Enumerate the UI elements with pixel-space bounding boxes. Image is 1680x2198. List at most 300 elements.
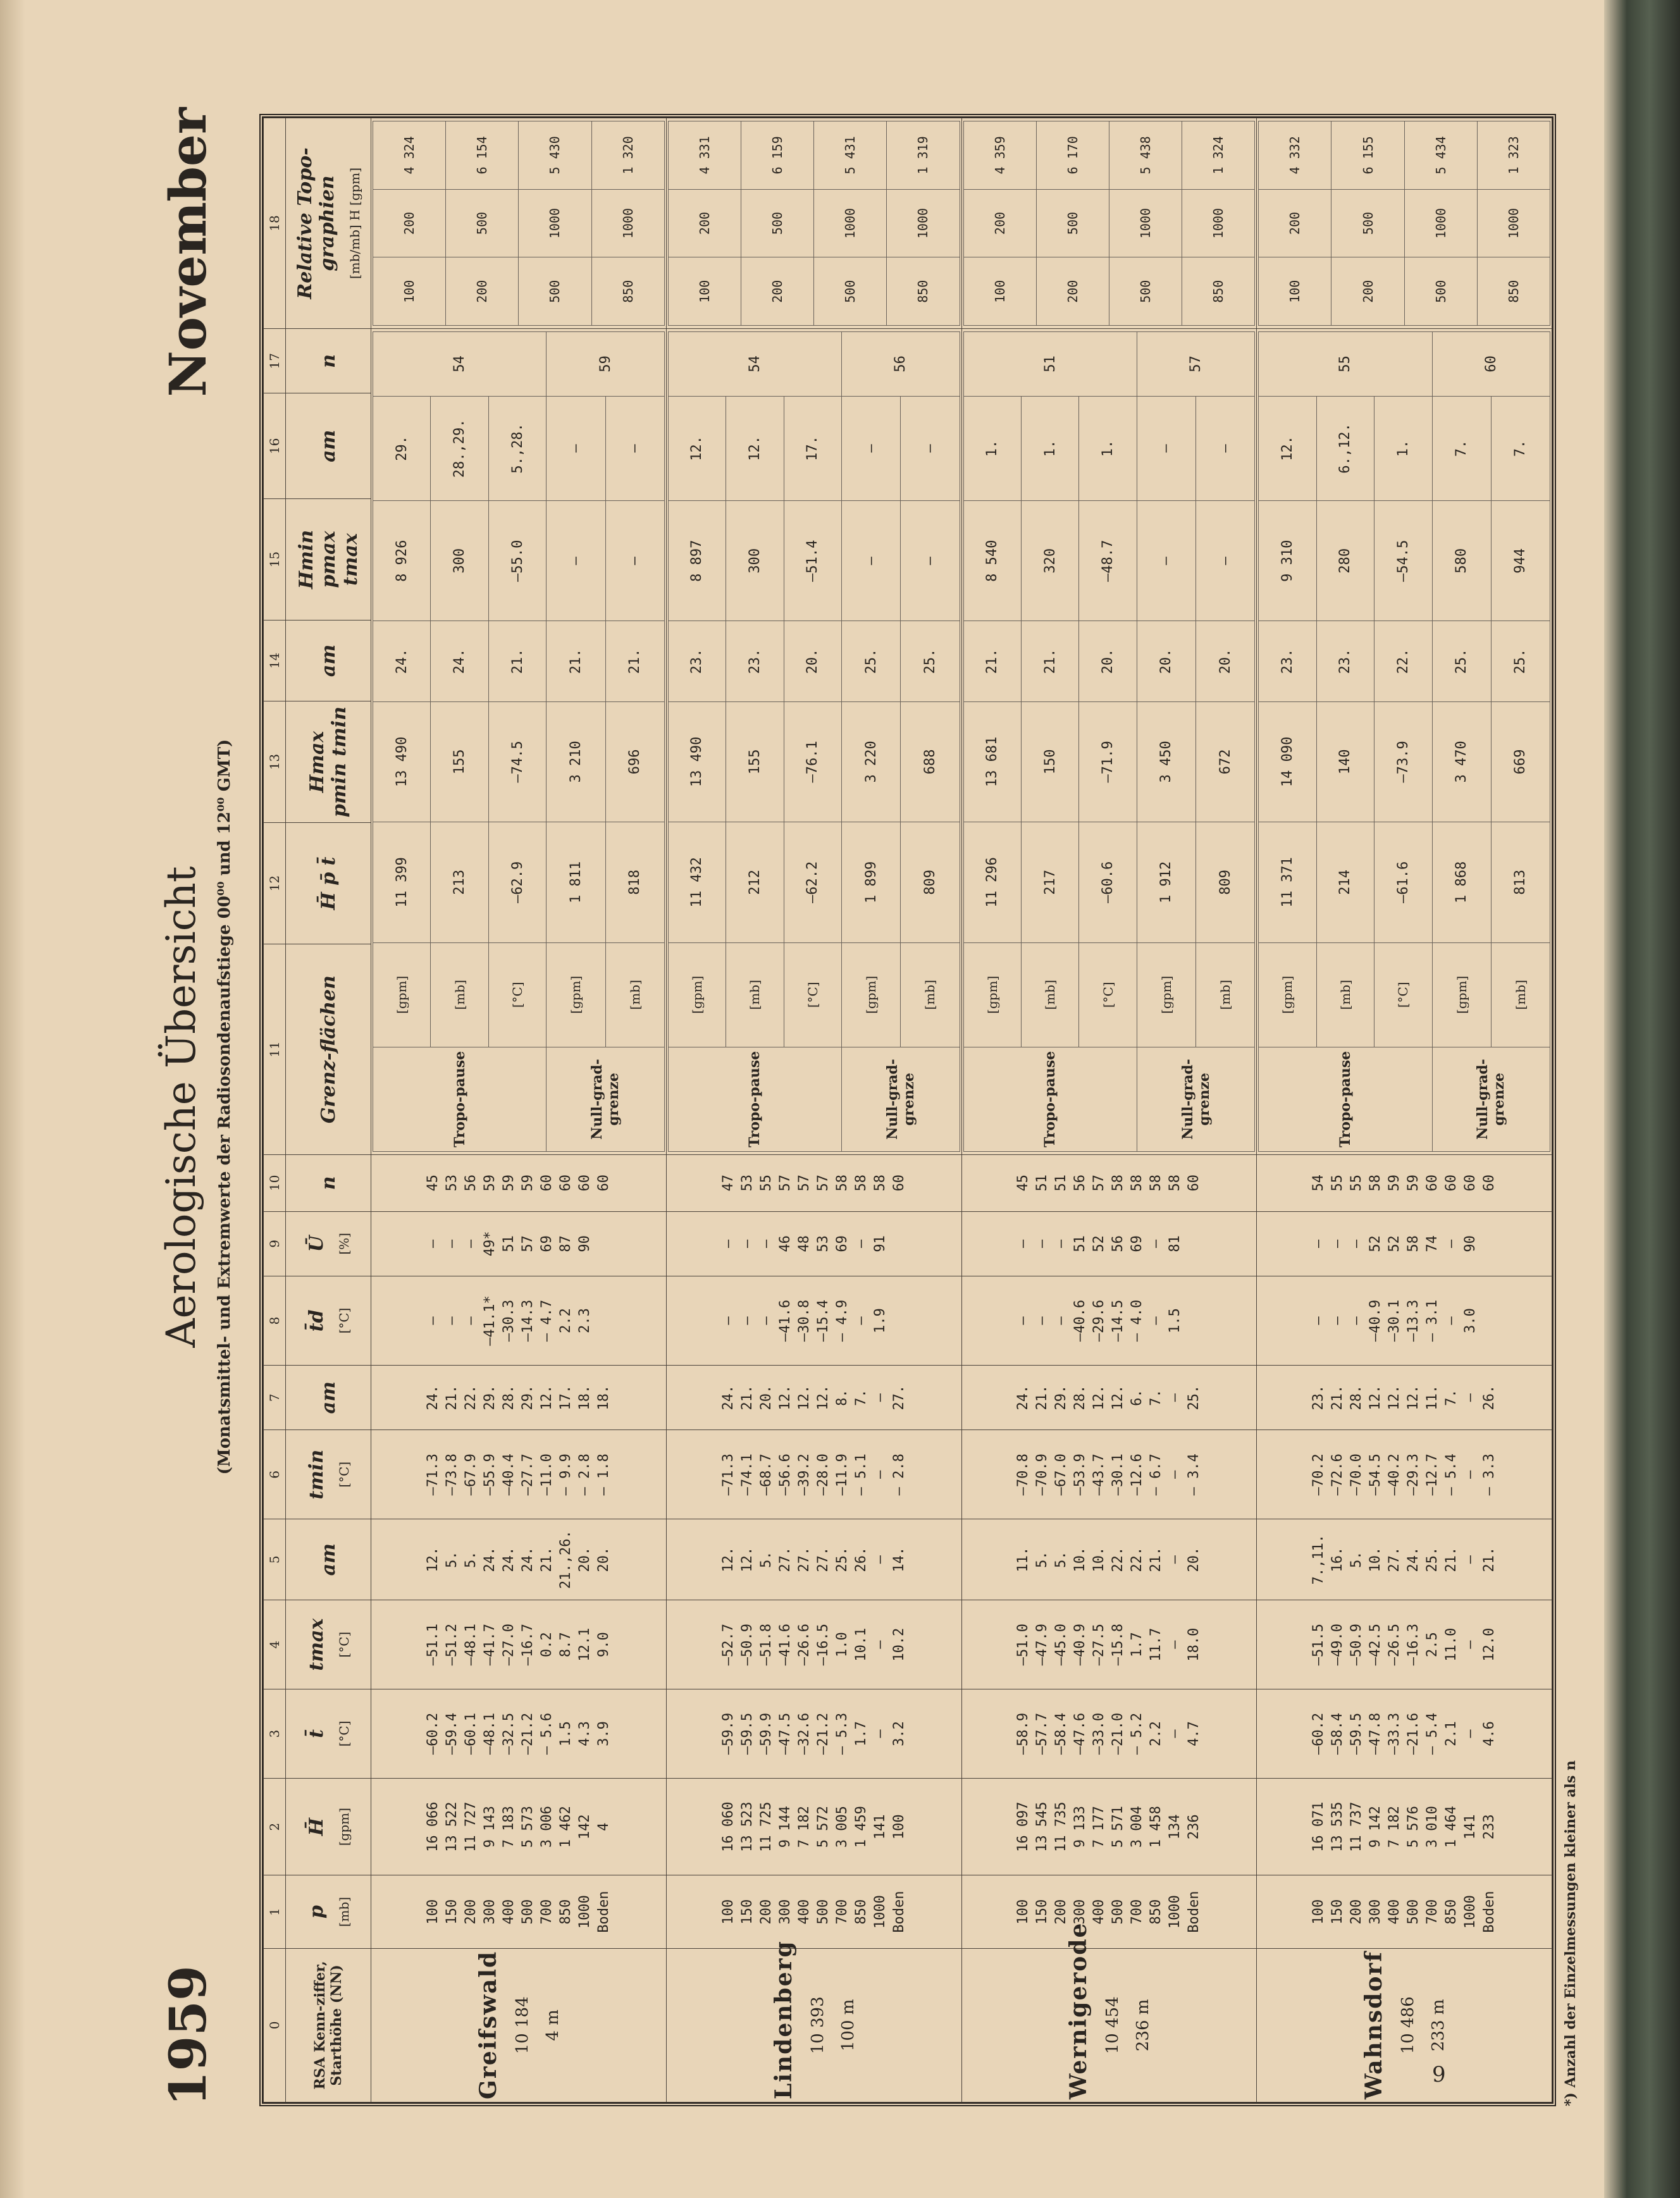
value-cell: —	[1349, 1239, 1365, 1248]
value-cell: —15.4	[815, 1299, 831, 1342]
value-cell: —30.1	[1110, 1454, 1127, 1496]
value-cell: 7 177	[1091, 1806, 1108, 1848]
column-U	[1257, 1211, 1552, 1276]
value-cell: — 4.0	[1129, 1299, 1146, 1342]
value-cell: —	[1053, 1239, 1070, 1248]
col-p-unit: [mb]	[336, 1896, 352, 1927]
value-cell: —	[1167, 1555, 1183, 1564]
value-cell: 60	[595, 1175, 612, 1192]
col-mean-header: H̄ p̄ t̄	[286, 823, 371, 944]
boundary-unit: [gpm]	[373, 942, 431, 1047]
boundary-unit: [mb]	[1021, 942, 1078, 1047]
station-row	[1257, 118, 1552, 2102]
boundary-value: 1 811	[547, 822, 605, 943]
value-cell: 17.	[557, 1385, 574, 1411]
pressure-upper: 500	[1331, 189, 1404, 257]
column-number: 12	[264, 823, 286, 944]
value-cell: Boden	[891, 1891, 907, 1933]
boundary-value: 21.	[547, 621, 605, 701]
thickness-value: 1 319	[887, 121, 960, 190]
value-cell: 13 523	[739, 1801, 755, 1852]
column-n	[371, 1154, 667, 1211]
value-cell: 24.	[720, 1385, 736, 1411]
value-cell: 90	[1462, 1235, 1479, 1252]
value-cell: — 5.4	[1424, 1712, 1441, 1755]
boundary-unit: [gpm]	[842, 942, 901, 1047]
boundary-count: 55	[1259, 332, 1432, 397]
value-cell: 24.	[424, 1385, 441, 1411]
value-cell: 11 737	[1349, 1801, 1365, 1852]
value-cell: 16 066	[424, 1801, 441, 1852]
value-cell: 29.	[1053, 1385, 1070, 1411]
value-cell: —	[1034, 1316, 1051, 1325]
value-cell: 53	[443, 1175, 460, 1192]
page-title: Aerologische Übersicht	[158, 866, 205, 1348]
boundary-value: 8 540	[963, 500, 1021, 621]
value-cell: 59	[481, 1175, 498, 1192]
value-cell: 1 464	[1443, 1806, 1460, 1848]
relative-topo-row	[591, 121, 664, 326]
boundary-value: 809	[1196, 822, 1255, 943]
value-cell: —	[1462, 1640, 1479, 1649]
relative-topo-row	[373, 121, 446, 326]
value-cell: 21.	[739, 1385, 755, 1411]
value-cell: 11 727	[462, 1801, 479, 1852]
boundary-value: 3 450	[1137, 701, 1195, 822]
value-cell: —40.6	[1072, 1299, 1089, 1342]
value-cell: 56	[1072, 1175, 1089, 1192]
pressure-lower: 850	[1477, 257, 1550, 326]
value-cell: 141	[872, 1814, 888, 1840]
boundary-value: 8 926	[373, 500, 431, 621]
boundary-row	[784, 332, 841, 1152]
boundary-value: 320	[1021, 500, 1078, 621]
boundary-row	[1137, 332, 1195, 1152]
value-cell: —	[443, 1316, 460, 1325]
value-cell: 24.	[500, 1547, 517, 1572]
boundary-value: 20.	[1137, 621, 1195, 701]
value-cell: 300	[1368, 1899, 1384, 1925]
value-cell: 4.3	[576, 1721, 593, 1746]
column-number: 0	[264, 1948, 286, 2102]
col-t-label: t̄	[305, 1729, 328, 1738]
pressure-upper: 500	[741, 189, 813, 257]
value-cell: 52	[1387, 1235, 1403, 1252]
column-U	[371, 1211, 667, 1276]
column-number: 8	[264, 1276, 286, 1366]
boundary-value: 6.,12.	[1316, 396, 1374, 500]
value-cell: 23.	[1311, 1385, 1327, 1411]
column-number: 7	[264, 1365, 286, 1429]
boundary-row	[842, 332, 901, 1152]
book-spine-edge	[1604, 0, 1680, 2198]
value-cell: — 4.9	[834, 1299, 850, 1342]
value-cell: —	[424, 1239, 441, 1248]
value-cell: 69	[1129, 1235, 1146, 1252]
relative-topo-table	[963, 121, 1256, 326]
value-cell: —74.1	[739, 1454, 755, 1496]
value-cell: 12.	[1405, 1385, 1422, 1411]
value-cell: —	[739, 1316, 755, 1325]
value-cell: —12.7	[1424, 1454, 1441, 1496]
value-cell: —39.2	[796, 1454, 812, 1496]
pressure-upper: 200	[963, 189, 1036, 257]
value-cell: 55	[758, 1175, 774, 1192]
value-cell: 400	[1091, 1899, 1108, 1925]
col-am3-header: am	[286, 620, 371, 701]
column-number: 17	[264, 329, 286, 393]
pressure-lower: 850	[887, 257, 960, 326]
column-t	[666, 1689, 961, 1779]
value-cell: 25.	[1186, 1385, 1202, 1411]
value-cell: —27.5	[1091, 1623, 1108, 1666]
column-tmax-am	[961, 1519, 1257, 1600]
value-cell: —51.8	[758, 1623, 774, 1666]
value-cell: 2.1	[1443, 1721, 1460, 1746]
value-cell: 5.	[1034, 1551, 1051, 1568]
col-am4-header: am	[286, 393, 371, 498]
value-cell: 1.7	[853, 1721, 869, 1746]
value-cell: —	[853, 1239, 869, 1248]
pressure-lower: 850	[1182, 257, 1255, 326]
relative-topo-block	[371, 118, 667, 329]
value-cell: 47	[720, 1175, 736, 1192]
value-cell: — 5.3	[834, 1712, 850, 1755]
value-cell: 58	[872, 1175, 888, 1192]
value-cell: — 3.4	[1186, 1454, 1202, 1496]
value-cell: 9 144	[777, 1806, 793, 1848]
column-number: 1	[264, 1875, 286, 1948]
boundary-value: 3 470	[1432, 701, 1491, 822]
value-cell: —	[1443, 1316, 1460, 1325]
value-cell: 29.	[519, 1385, 536, 1411]
pressure-lower: 100	[373, 257, 446, 326]
value-cell: 58	[1110, 1175, 1127, 1192]
boundary-value: 212	[726, 822, 784, 943]
boundary-value: 13 681	[963, 701, 1021, 822]
pressure-upper: 500	[446, 189, 519, 257]
boundary-value: 213	[431, 822, 488, 943]
value-cell: 1 459	[853, 1806, 869, 1848]
column-number: 4	[264, 1600, 286, 1689]
column-H	[666, 1778, 961, 1875]
boundary-value: —	[547, 396, 605, 500]
boundary-value: 1.	[963, 396, 1021, 500]
thickness-value: 6 155	[1331, 121, 1404, 190]
col-U-unit: [%]	[336, 1233, 352, 1255]
value-cell: 57	[815, 1175, 831, 1192]
column-header-row	[286, 118, 371, 2102]
value-cell: 2.2	[557, 1308, 574, 1333]
boundary-value: —	[1137, 500, 1195, 621]
value-cell: 20.	[758, 1385, 774, 1411]
col-tmax-label: tmax	[305, 1618, 328, 1671]
col-hmin-header: Hmin pmax tmax	[286, 498, 371, 620]
value-cell: —16.3	[1405, 1623, 1422, 1666]
value-cell: —60.1	[462, 1712, 479, 1755]
boundary-value: 300	[431, 500, 488, 621]
value-cell: —41.6	[777, 1623, 793, 1666]
value-cell: 58	[1129, 1175, 1146, 1192]
boundary-label: Null-grad-grenze	[1432, 1047, 1550, 1151]
value-cell: 12.	[1387, 1385, 1403, 1411]
value-cell: —29.6	[1091, 1299, 1108, 1342]
value-cell: 60	[1481, 1175, 1498, 1192]
pressure-lower: 200	[446, 257, 519, 326]
value-cell: 150	[1330, 1899, 1346, 1925]
boundary-value: 12.	[1259, 396, 1316, 500]
value-cell: 0.2	[538, 1632, 555, 1657]
station-cell	[371, 1948, 667, 2102]
boundary-value: 12.	[668, 396, 726, 500]
value-cell: 12.	[1110, 1385, 1127, 1411]
value-cell: —	[1053, 1316, 1070, 1325]
column-tmin	[371, 1430, 667, 1519]
boundary-table	[373, 331, 665, 1152]
boundary-value: 23.	[1259, 621, 1316, 701]
pressure-upper: 1000	[1404, 189, 1477, 257]
value-cell: 60	[1443, 1175, 1460, 1192]
value-cell: 60	[1424, 1175, 1441, 1192]
boundary-value: 944	[1491, 500, 1550, 621]
boundary-value: 25.	[1432, 621, 1491, 701]
value-cell: 51	[1053, 1175, 1070, 1192]
value-cell: 1000	[1462, 1895, 1479, 1929]
boundary-count: 59	[547, 332, 664, 397]
value-cell: 91	[872, 1235, 888, 1252]
boundary-value: —	[842, 396, 901, 500]
value-cell: 1.0	[834, 1632, 850, 1657]
value-cell: 16 097	[1015, 1801, 1032, 1852]
column-p	[961, 1875, 1257, 1948]
col-tmax-header	[286, 1600, 371, 1689]
value-cell: —27.7	[519, 1454, 536, 1496]
value-cell: —	[1167, 1470, 1183, 1479]
value-cell: 58	[1148, 1175, 1164, 1192]
value-cell: 20.	[1186, 1547, 1202, 1572]
value-cell: 12.0	[1481, 1627, 1498, 1662]
value-cell: 1.5	[1167, 1308, 1183, 1333]
col-am2-header: am	[286, 1365, 371, 1429]
value-cell: 10.2	[891, 1627, 907, 1662]
value-cell: —28.0	[815, 1454, 831, 1496]
value-cell: 24.	[1405, 1547, 1422, 1572]
value-cell: 59	[1405, 1175, 1422, 1192]
value-cell: 134	[1167, 1814, 1183, 1840]
boundary-unit: [gpm]	[1432, 942, 1491, 1047]
value-cell: 52	[1368, 1235, 1384, 1252]
value-cell: 200	[758, 1899, 774, 1925]
value-cell: 56	[1110, 1235, 1127, 1252]
value-cell: Boden	[1186, 1891, 1202, 1933]
value-cell: —70.2	[1311, 1454, 1327, 1496]
boundary-value: 1 912	[1137, 822, 1195, 943]
thickness-value: 5 430	[519, 121, 591, 190]
boundary-value: 25.	[842, 621, 901, 701]
value-cell: 400	[796, 1899, 812, 1925]
value-cell: 55	[1349, 1175, 1365, 1192]
value-cell: —	[1311, 1239, 1327, 1248]
boundary-value: —76.1	[784, 701, 841, 822]
boundary-value: 5.,28.	[488, 396, 546, 500]
value-cell: 7.,11.	[1311, 1534, 1327, 1585]
col-tmin-unit: [°C]	[336, 1461, 352, 1488]
value-cell: —58.4	[1330, 1712, 1346, 1755]
boundary-block	[1257, 329, 1552, 1155]
station-code: 10 393	[808, 1996, 827, 2054]
col-n-header: n	[286, 1154, 371, 1211]
value-cell: 150	[1034, 1899, 1051, 1925]
value-cell: —40.2	[1387, 1454, 1403, 1496]
value-cell: 100	[1015, 1899, 1032, 1925]
value-cell: —68.7	[758, 1454, 774, 1496]
col-U-label: Ū	[305, 1235, 328, 1252]
value-cell: —40.9	[1072, 1623, 1089, 1666]
boundary-label: Null-grad-grenze	[1137, 1047, 1254, 1151]
pressure-lower: 200	[1036, 257, 1109, 326]
value-cell: 57	[1091, 1175, 1108, 1192]
col-H-header	[286, 1778, 371, 1875]
boundary-row	[668, 332, 726, 1152]
thickness-value: 4 331	[668, 121, 741, 190]
thickness-value: 1 323	[1477, 121, 1550, 190]
value-cell: 11.0	[1443, 1627, 1460, 1662]
boundary-unit: [gpm]	[1259, 942, 1316, 1047]
value-cell: 20.	[595, 1547, 612, 1572]
boundary-unit: [mb]	[1491, 942, 1550, 1047]
value-cell: —14.3	[519, 1299, 536, 1342]
boundary-value: 150	[1021, 701, 1078, 822]
thickness-value: 4 324	[373, 121, 446, 190]
value-cell: 13 545	[1034, 1801, 1051, 1852]
boundary-row	[373, 332, 431, 1152]
value-cell: 27.	[796, 1547, 812, 1572]
value-cell: 7 182	[1387, 1806, 1403, 1848]
boundary-value: 280	[1316, 500, 1374, 621]
relative-topo-row	[741, 121, 813, 326]
pressure-upper: 500	[1036, 189, 1109, 257]
value-cell: 53	[815, 1235, 831, 1252]
value-cell: 5 572	[815, 1806, 831, 1848]
value-cell: —48.1	[462, 1623, 479, 1666]
column-number: 2	[264, 1778, 286, 1875]
value-cell: 74	[1424, 1235, 1441, 1252]
value-cell: —	[1015, 1239, 1032, 1248]
value-cell: 16.	[1330, 1547, 1346, 1572]
thickness-value: 6 159	[741, 121, 813, 190]
value-cell: 21.	[1148, 1547, 1164, 1572]
column-number: 10	[264, 1154, 286, 1211]
boundary-value: —	[901, 396, 960, 500]
boundary-unit: [mb]	[605, 942, 664, 1047]
boundary-unit: [mb]	[1316, 942, 1374, 1047]
value-cell: —47.9	[1034, 1623, 1051, 1666]
column-t	[961, 1689, 1257, 1779]
relative-topo-block	[666, 118, 961, 329]
page-number: 9	[1432, 2062, 1446, 2087]
boundary-value: 672	[1196, 701, 1255, 822]
value-cell: —70.9	[1034, 1454, 1051, 1496]
value-cell: 700	[1129, 1899, 1146, 1925]
value-cell: 1000	[1167, 1895, 1183, 1929]
value-cell: —40.9	[1368, 1299, 1384, 1342]
boundary-value: 818	[605, 822, 664, 943]
value-cell: 60	[557, 1175, 574, 1192]
boundary-value: 217	[1021, 822, 1078, 943]
value-cell: —47.5	[777, 1712, 793, 1755]
value-cell: 100	[424, 1899, 441, 1925]
column-number: 14	[264, 620, 286, 701]
station-name: Greifswald	[474, 1950, 502, 2099]
value-cell: 150	[443, 1899, 460, 1925]
column-p	[1257, 1875, 1552, 1948]
value-cell: — 3.1	[1424, 1299, 1441, 1342]
value-cell: 24.	[481, 1547, 498, 1572]
value-cell: 21.	[538, 1547, 555, 1572]
boundary-value: —	[901, 500, 960, 621]
col-H-unit: [gpm]	[336, 1808, 352, 1846]
value-cell: 57	[777, 1175, 793, 1192]
thickness-value: 4 359	[963, 121, 1036, 190]
boundary-unit: [mb]	[1196, 942, 1255, 1047]
boundary-count: 60	[1432, 332, 1550, 397]
value-cell: —59.9	[758, 1712, 774, 1755]
value-cell: —32.6	[796, 1712, 812, 1755]
value-cell: 87	[557, 1235, 574, 1252]
value-cell: —67.0	[1053, 1454, 1070, 1496]
station-code: 10 454	[1103, 1996, 1123, 2054]
value-cell: 5.	[1053, 1551, 1070, 1568]
value-cell: 12.	[796, 1385, 812, 1411]
boundary-value: 21.	[1021, 621, 1078, 701]
value-cell	[595, 1279, 614, 1362]
relative-topo-row	[1404, 121, 1477, 326]
value-cell: 18.	[576, 1385, 593, 1411]
value-cell: 18.0	[1186, 1627, 1202, 1662]
value-cell: —43.7	[1091, 1454, 1108, 1496]
value-cell: —	[1148, 1239, 1164, 1248]
boundary-count: 56	[842, 332, 960, 397]
boundary-value: 155	[726, 701, 784, 822]
boundary-value: 13 490	[373, 701, 431, 822]
value-cell: —33.0	[1091, 1712, 1108, 1755]
boundary-unit: [gpm]	[963, 942, 1021, 1047]
value-cell: 233	[1481, 1814, 1498, 1840]
relative-topo-row	[814, 121, 887, 326]
column-td	[961, 1276, 1257, 1366]
value-cell: 3 005	[834, 1806, 850, 1848]
value-cell: — 5.1	[853, 1454, 869, 1496]
value-cell: 100	[891, 1814, 907, 1840]
station-height: 233 m	[1429, 1999, 1448, 2052]
value-cell: —41.7	[481, 1623, 498, 1666]
value-cell: —57.7	[1034, 1712, 1051, 1755]
col-station-header: RSA Kenn-ziffer, Starthöhe (NN)	[286, 1948, 371, 2102]
value-cell: —	[1167, 1393, 1183, 1402]
boundary-value: 24.	[373, 621, 431, 701]
column-number: 5	[264, 1519, 286, 1600]
boundary-value: 3 220	[842, 701, 901, 822]
boundary-value: 23.	[1316, 621, 1374, 701]
column-number: 11	[264, 944, 286, 1155]
value-cell: 236	[1186, 1814, 1202, 1840]
column-tmax-am	[666, 1519, 961, 1600]
boundary-row	[431, 332, 488, 1152]
pressure-upper: 1000	[1182, 189, 1255, 257]
value-cell: — 9.9	[557, 1454, 574, 1496]
value-cell: 400	[1387, 1899, 1403, 1925]
boundary-value: —	[1196, 396, 1255, 500]
